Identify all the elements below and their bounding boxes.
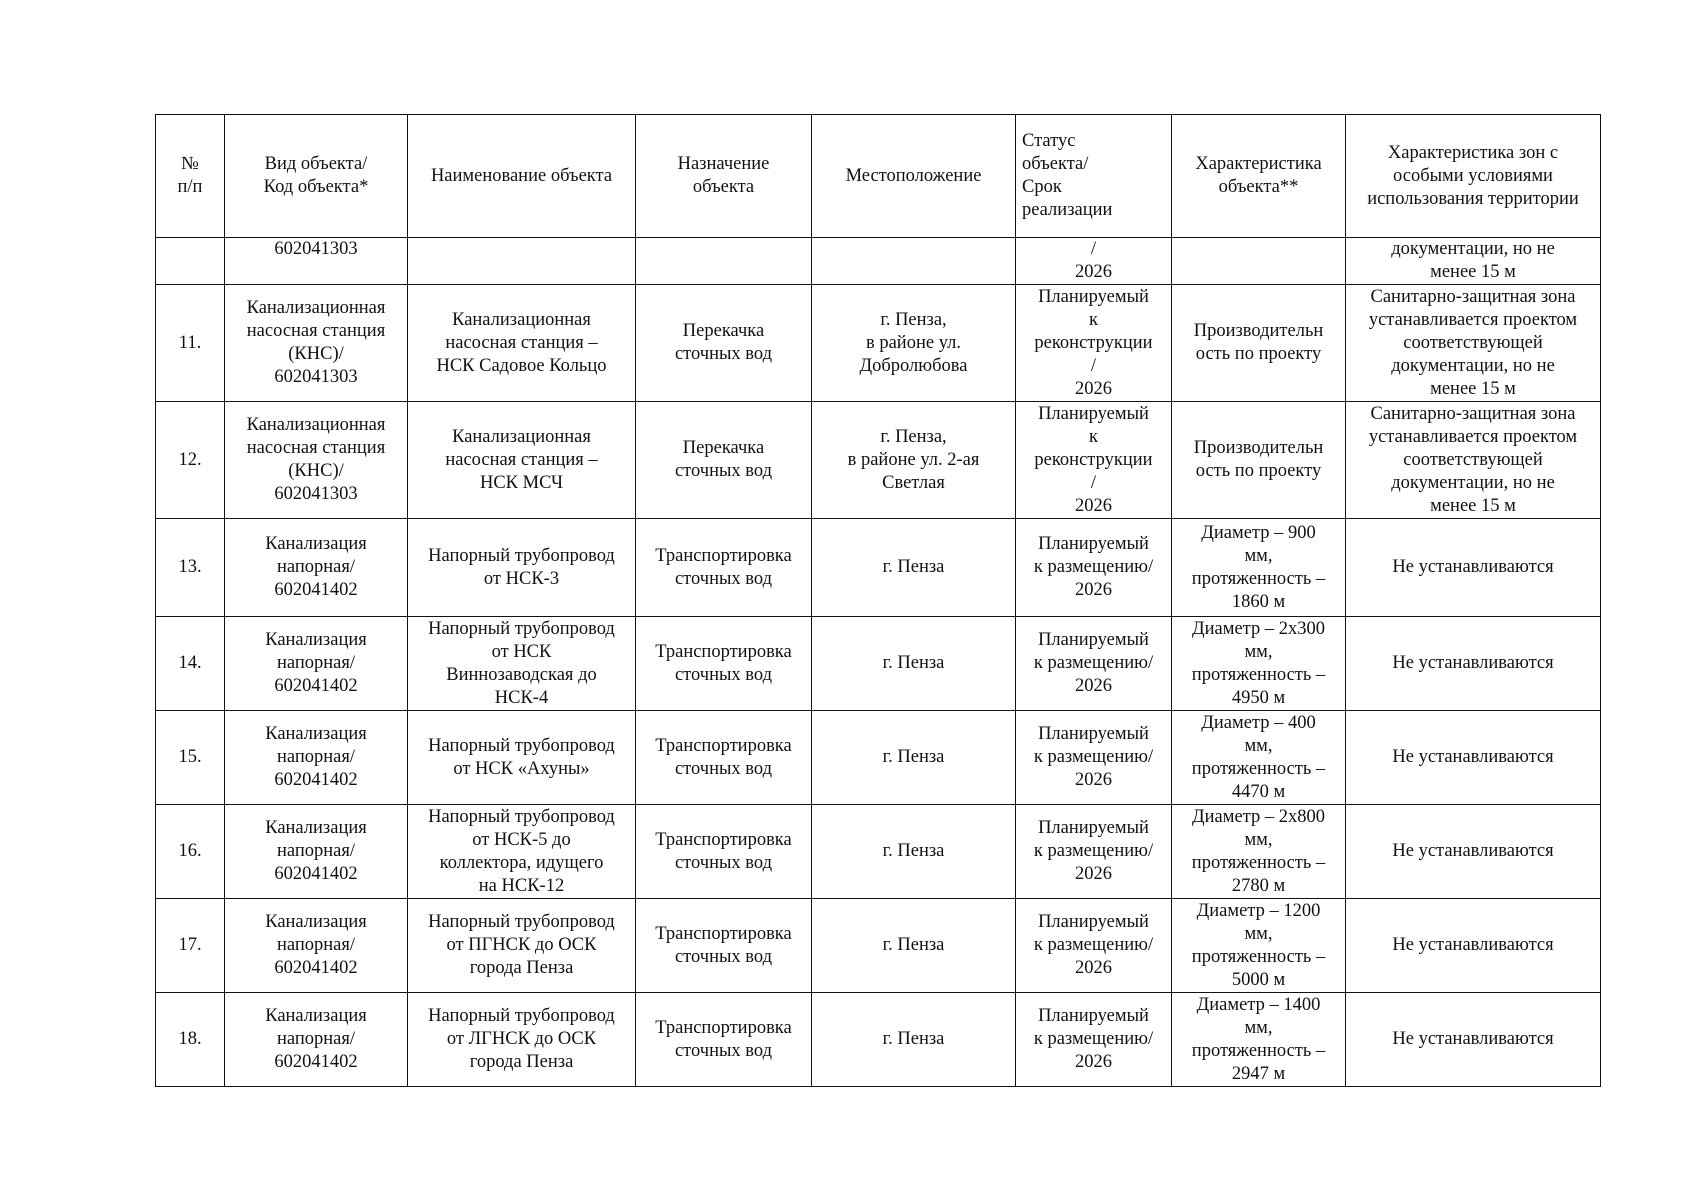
cell-kind: Канализация напорная/ 602041402 (225, 993, 408, 1087)
cell-location: г. Пенза (812, 711, 1016, 805)
objects-table (155, 114, 1601, 1087)
header-location: Местоположение (812, 115, 1016, 238)
cell-characteristic: Диаметр – 2х800 мм, протяженность – 2780 м (1172, 805, 1346, 899)
cell-num: 14. (156, 617, 225, 711)
cell-status: Планируемый к размещению/ 2026 (1016, 617, 1172, 711)
cell-characteristic: Производительн ость по проекту (1172, 285, 1346, 402)
cell-location: г. Пенза, в районе ул. Добролюбова (812, 285, 1016, 402)
cell-characteristic (1172, 238, 1346, 285)
cell-characteristic: Диаметр – 900 мм, протяженность – 1860 м (1172, 519, 1346, 617)
cell-kind: Канализация напорная/ 602041402 (225, 617, 408, 711)
cell-status: Планируемый к размещению/ 2026 (1016, 993, 1172, 1087)
cell-status: Планируемый к реконструкции / 2026 (1016, 285, 1172, 402)
cell-purpose: Транспортировка сточных вод (636, 519, 812, 617)
cell-kind: Канализация напорная/ 602041402 (225, 519, 408, 617)
cell-location: г. Пенза (812, 899, 1016, 993)
cell-status: Планируемый к размещению/ 2026 (1016, 711, 1172, 805)
document-page (155, 114, 1600, 1087)
cell-kind: Канализационная насосная станция (КНС)/ 602041303 (225, 285, 408, 402)
table-row (156, 402, 1601, 519)
cell-characteristic: Диаметр – 2х300 мм, протяженность – 4950 м (1172, 617, 1346, 711)
cell-status: Планируемый к реконструкции / 2026 (1016, 402, 1172, 519)
table-row (156, 899, 1601, 993)
header-characteristic: Характеристика объекта** (1172, 115, 1346, 238)
cell-zones: Не устанавливаются (1346, 993, 1601, 1087)
cell-num: 11. (156, 285, 225, 402)
table-row (156, 519, 1601, 617)
header-num: № п/п (156, 115, 225, 238)
cell-zones: документации, но не менее 15 м (1346, 238, 1601, 285)
header-kind: Вид объекта/ Код объекта* (225, 115, 408, 238)
cell-purpose: Транспортировка сточных вод (636, 617, 812, 711)
cell-zones: Не устанавливаются (1346, 899, 1601, 993)
cell-kind: Канализация напорная/ 602041402 (225, 711, 408, 805)
cell-kind: Канализация напорная/ 602041402 (225, 899, 408, 993)
cell-purpose: Транспортировка сточных вод (636, 805, 812, 899)
cell-kind: Канализация напорная/ 602041402 (225, 805, 408, 899)
cell-num: 18. (156, 993, 225, 1087)
cell-num: 12. (156, 402, 225, 519)
cell-characteristic: Диаметр – 1200 мм, протяженность – 5000 м (1172, 899, 1346, 993)
cell-zones: Не устанавливаются (1346, 617, 1601, 711)
cell-zones: Не устанавливаются (1346, 805, 1601, 899)
cell-name: Канализационная насосная станция – НСК МСЧ (408, 402, 636, 519)
cell-num: 15. (156, 711, 225, 805)
table-header-row (156, 115, 1601, 238)
cell-name (408, 238, 636, 285)
cell-location: г. Пенза (812, 617, 1016, 711)
table-row-continuation (156, 238, 1601, 285)
cell-status: / 2026 (1016, 238, 1172, 285)
cell-name: Напорный трубопровод от НСК-3 (408, 519, 636, 617)
header-name: Наименование объекта (408, 115, 636, 238)
cell-purpose: Перекачка сточных вод (636, 402, 812, 519)
cell-purpose: Перекачка сточных вод (636, 285, 812, 402)
cell-location: г. Пенза (812, 805, 1016, 899)
cell-location: г. Пенза, в районе ул. 2-ая Светлая (812, 402, 1016, 519)
cell-location: г. Пенза (812, 993, 1016, 1087)
header-zones: Характеристика зон с особыми условиями использования территории (1346, 115, 1601, 238)
cell-status: Планируемый к размещению/ 2026 (1016, 805, 1172, 899)
cell-purpose: Транспортировка сточных вод (636, 711, 812, 805)
cell-purpose (636, 238, 812, 285)
cell-location (812, 238, 1016, 285)
cell-characteristic: Диаметр – 1400 мм, протяженность – 2947 м (1172, 993, 1346, 1087)
cell-characteristic: Производительн ость по проекту (1172, 402, 1346, 519)
cell-kind: Канализационная насосная станция (КНС)/ 602041303 (225, 402, 408, 519)
cell-name: Напорный трубопровод от НСК-5 до коллектора, идущего на НСК-12 (408, 805, 636, 899)
cell-purpose: Транспортировка сточных вод (636, 899, 812, 993)
cell-num: 17. (156, 899, 225, 993)
cell-kind: 602041303 (225, 238, 408, 285)
cell-name: Напорный трубопровод от НСК «Ахуны» (408, 711, 636, 805)
cell-characteristic: Диаметр – 400 мм, протяженность – 4470 м (1172, 711, 1346, 805)
table-row (156, 993, 1601, 1087)
cell-zones: Не устанавливаются (1346, 711, 1601, 805)
cell-num: 13. (156, 519, 225, 617)
header-status: Статус объекта/ Срок реализации (1016, 115, 1172, 238)
cell-name: Канализационная насосная станция – НСК Садовое Кольцо (408, 285, 636, 402)
cell-zones: Санитарно-защитная зона устанавливается проектом соответствующей документации, но не менее 15 м (1346, 285, 1601, 402)
cell-num: 16. (156, 805, 225, 899)
cell-location: г. Пенза (812, 519, 1016, 617)
cell-num (156, 238, 225, 285)
table-row (156, 711, 1601, 805)
cell-zones: Не устанавливаются (1346, 519, 1601, 617)
table-row (156, 617, 1601, 711)
table-row (156, 285, 1601, 402)
table-row (156, 805, 1601, 899)
cell-name: Напорный трубопровод от ПГНСК до ОСК города Пенза (408, 899, 636, 993)
cell-zones: Санитарно-защитная зона устанавливается проектом соответствующей документации, но не менее 15 м (1346, 402, 1601, 519)
cell-status: Планируемый к размещению/ 2026 (1016, 899, 1172, 993)
cell-name: Напорный трубопровод от НСК Виннозаводская до НСК-4 (408, 617, 636, 711)
header-purpose: Назначение объекта (636, 115, 812, 238)
cell-status: Планируемый к размещению/ 2026 (1016, 519, 1172, 617)
cell-purpose: Транспортировка сточных вод (636, 993, 812, 1087)
cell-name: Напорный трубопровод от ЛГНСК до ОСК города Пенза (408, 993, 636, 1087)
